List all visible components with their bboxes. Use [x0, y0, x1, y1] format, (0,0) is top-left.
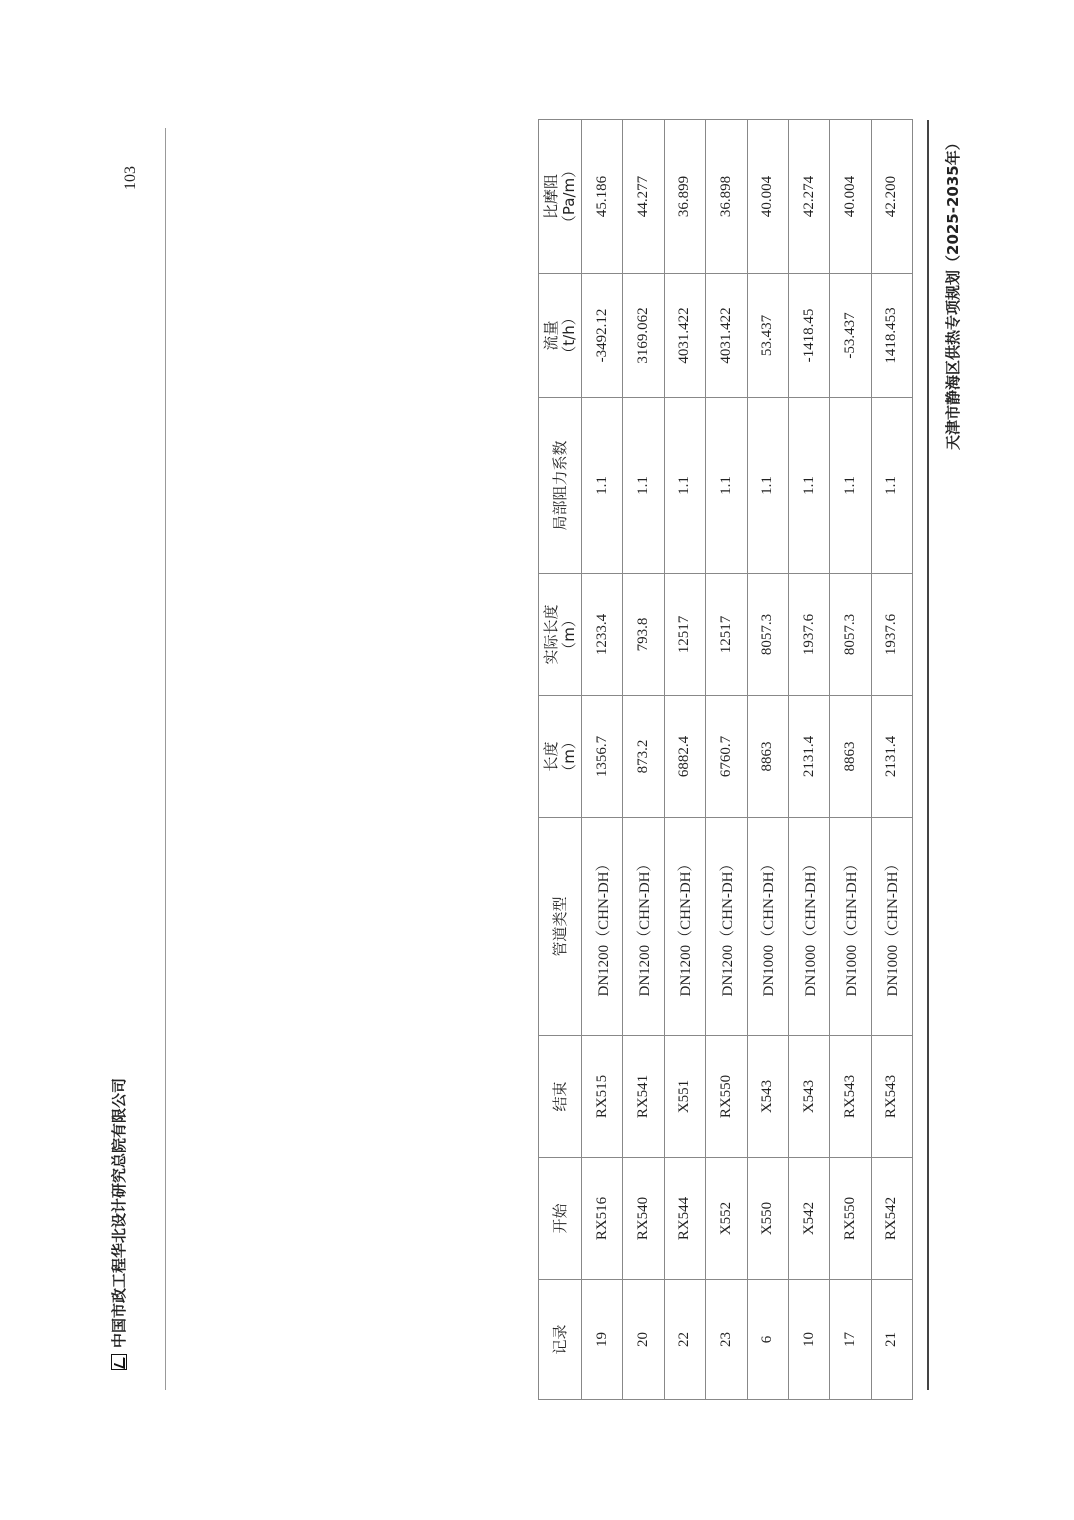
table-row	[830, 120, 871, 1400]
table-cell: 4031.422	[664, 274, 705, 398]
column-header-label: 长度	[542, 741, 560, 772]
table-cell: DN1200（CHN-DH）	[664, 818, 705, 1036]
column-header	[539, 274, 582, 398]
footer-rule	[165, 128, 166, 1390]
table-cell: 1.1	[623, 398, 664, 574]
column-header-unit: （m）	[560, 734, 578, 779]
table-cell: 8057.3	[747, 574, 788, 696]
table-cell: 3169.062	[623, 274, 664, 398]
table-cell: RX550	[706, 1036, 747, 1158]
table-cell: 42.274	[788, 120, 829, 274]
table-cell: 44.277	[623, 120, 664, 274]
column-header-unit: （Pa/m）	[560, 162, 578, 231]
table-cell: DN1000（CHN-DH）	[747, 818, 788, 1036]
table-cell: 1.1	[747, 398, 788, 574]
column-header-unit: （t/h）	[560, 310, 578, 361]
table-cell: X550	[747, 1158, 788, 1280]
column-header-label: 比摩阻	[542, 174, 560, 220]
table-cell: 20	[623, 1280, 664, 1400]
table-cell: -1418.45	[788, 274, 829, 398]
table-cell: 36.899	[664, 120, 705, 274]
table-cell: 1.1	[706, 398, 747, 574]
table-row	[582, 120, 623, 1400]
table-cell: 17	[830, 1280, 871, 1400]
table-row	[623, 120, 664, 1400]
footer-company	[108, 1078, 129, 1370]
table-row	[788, 120, 829, 1400]
table-cell: X542	[788, 1158, 829, 1280]
table-header-row	[539, 120, 582, 1400]
table-cell: 1233.4	[582, 574, 623, 696]
table-cell: X543	[788, 1036, 829, 1158]
table-cell: RX544	[664, 1158, 705, 1280]
table-cell: RX543	[830, 1036, 871, 1158]
table-cell: RX541	[623, 1036, 664, 1158]
column-header	[539, 398, 582, 574]
table-cell: 873.2	[623, 696, 664, 818]
table-cell: 40.004	[747, 120, 788, 274]
table-cell: 21	[871, 1280, 912, 1400]
table-row	[747, 120, 788, 1400]
table-cell: 1356.7	[582, 696, 623, 818]
table-cell: 22	[664, 1280, 705, 1400]
table-cell: 19	[582, 1280, 623, 1400]
column-header	[539, 574, 582, 696]
table-cell: 8863	[830, 696, 871, 818]
column-header	[539, 1036, 582, 1158]
header-rule	[927, 120, 929, 1390]
table-cell: -53.437	[830, 274, 871, 398]
column-header-label: 实际长度	[542, 604, 560, 665]
table-cell: 12517	[706, 574, 747, 696]
table-cell: 1937.6	[788, 574, 829, 696]
table-cell: 6882.4	[664, 696, 705, 818]
column-header-unit: （m）	[560, 612, 578, 657]
company-logo-icon	[111, 1354, 127, 1370]
table-cell: RX540	[623, 1158, 664, 1280]
table-cell: RX550	[830, 1158, 871, 1280]
table-cell: 1.1	[788, 398, 829, 574]
table-cell: 1.1	[664, 398, 705, 574]
table-cell: 23	[706, 1280, 747, 1400]
column-header-label: 局部阻力系数	[551, 440, 569, 531]
table-cell: 12517	[664, 574, 705, 696]
table-row	[706, 120, 747, 1400]
table-cell: 36.898	[706, 120, 747, 274]
column-header-label: 记录	[551, 1324, 569, 1355]
table-cell: DN1000（CHN-DH）	[830, 818, 871, 1036]
column-header	[539, 818, 582, 1036]
table-cell: 42.200	[871, 120, 912, 274]
table-cell: 4031.422	[706, 274, 747, 398]
table-cell: RX543	[871, 1036, 912, 1158]
table-cell: DN1000（CHN-DH）	[788, 818, 829, 1036]
table-cell: 2131.4	[871, 696, 912, 818]
table-cell: 10	[788, 1280, 829, 1400]
table-cell: 1418.453	[871, 274, 912, 398]
company-name: 中国市政工程华北设计研究总院有限公司	[110, 1077, 128, 1348]
table-cell: DN1000（CHN-DH）	[871, 818, 912, 1036]
table-cell: 45.186	[582, 120, 623, 274]
pipe-hydraulic-table	[538, 119, 913, 1400]
table-cell: 40.004	[830, 120, 871, 274]
table-cell: 1.1	[871, 398, 912, 574]
document-header-title: 天津市静海区供热专项规划（2025-2035年）	[944, 135, 962, 450]
table-cell: 8863	[747, 696, 788, 818]
table-cell: DN1200（CHN-DH）	[582, 818, 623, 1036]
column-header	[539, 120, 582, 274]
table-cell: X551	[664, 1036, 705, 1158]
table-row	[664, 120, 705, 1400]
column-header-label: 结束	[551, 1081, 569, 1112]
table-cell: 53.437	[747, 274, 788, 398]
table-row	[871, 120, 912, 1400]
table-cell: RX542	[871, 1158, 912, 1280]
table-cell: 6760.7	[706, 696, 747, 818]
table-cell: RX515	[582, 1036, 623, 1158]
table-cell: X552	[706, 1158, 747, 1280]
column-header-label: 管道类型	[551, 896, 569, 957]
table-cell: 8057.3	[830, 574, 871, 696]
table-cell: -3492.12	[582, 274, 623, 398]
column-header	[539, 1158, 582, 1280]
table-cell: 1.1	[830, 398, 871, 574]
table-cell: 1.1	[582, 398, 623, 574]
column-header	[539, 696, 582, 818]
column-header	[539, 1280, 582, 1400]
page-number: 103	[122, 166, 139, 190]
table-cell: DN1200（CHN-DH）	[623, 818, 664, 1036]
table-cell: RX516	[582, 1158, 623, 1280]
column-header-label: 流量	[542, 320, 560, 351]
table-cell: X543	[747, 1036, 788, 1158]
table-cell: DN1200（CHN-DH）	[706, 818, 747, 1036]
column-header-label: 开始	[551, 1203, 569, 1234]
table-cell: 793.8	[623, 574, 664, 696]
table-cell: 1937.6	[871, 574, 912, 696]
table-cell: 6	[747, 1280, 788, 1400]
table-cell: 2131.4	[788, 696, 829, 818]
